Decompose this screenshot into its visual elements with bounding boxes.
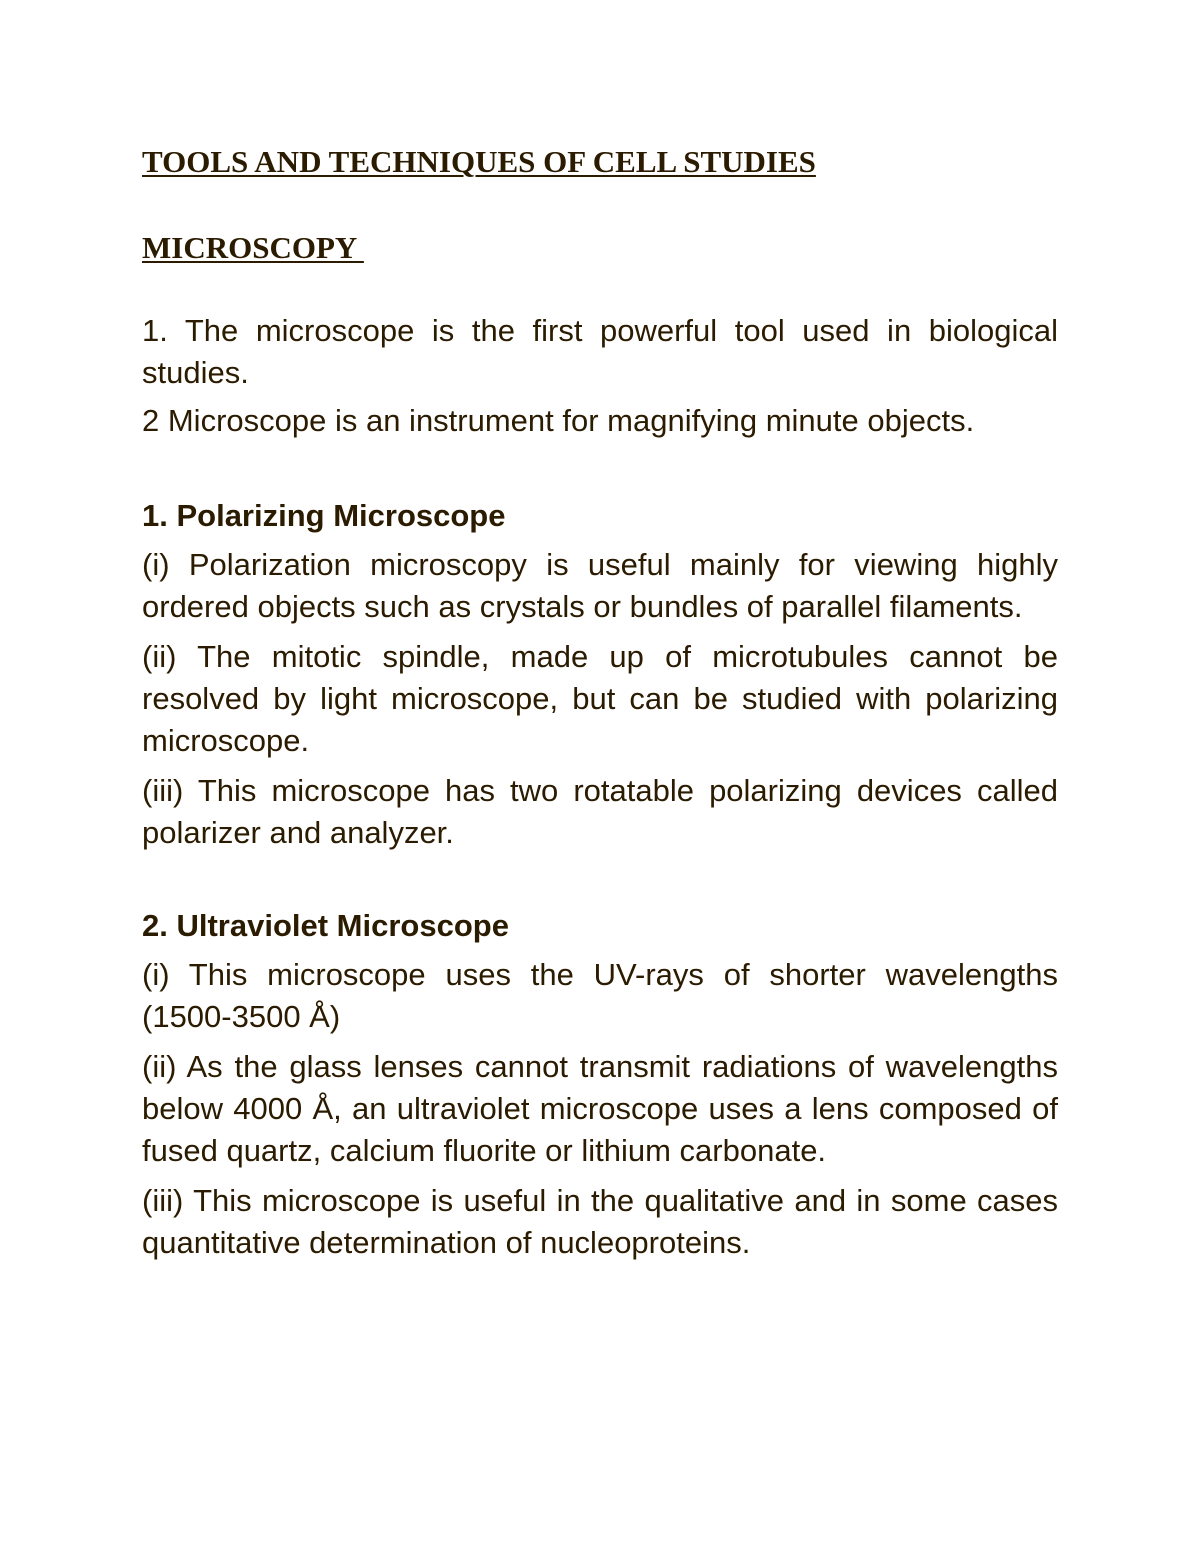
section-heading: 1. Polarizing Microscope <box>142 498 506 533</box>
section-point: (iii) This microscope is useful in the qualitative and in some cases quantitative determination of nucleoproteins. <box>142 1183 1058 1260</box>
section-ultraviolet-microscope <box>142 904 1058 1264</box>
intro-block <box>142 310 1058 442</box>
section-point: (i) Polarization microscopy is useful mainly for viewing highly ordered objects such as crystals or bundles of parallel filaments. <box>142 547 1058 624</box>
intro-paragraph: 1. The microscope is the first powerful tool used in biological studies. <box>142 313 1058 390</box>
section-heading: 2. Ultraviolet Microscope <box>142 908 509 943</box>
section-polarizing-microscope <box>142 494 1058 854</box>
section-label-microscopy: MICROSCOPY <box>142 230 364 265</box>
document-body <box>142 140 1058 1264</box>
section-point: (ii) The mitotic spindle, made up of microtubules cannot be resolved by light microscope, but can be studied with polarizing microscope. <box>142 639 1058 758</box>
section-point: (iii) This microscope has two rotatable polarizing devices called polarizer and analyzer. <box>142 773 1058 850</box>
section-point: (ii) As the glass lenses cannot transmit radiations of wavelengths below 4000 Å, an ultraviolet microscope uses a lens composed of fused quartz, calcium fluorite or lithium carbonate. <box>142 1049 1058 1168</box>
document-title: TOOLS AND TECHNIQUES OF CELL STUDIES <box>142 144 816 179</box>
intro-paragraph: 2 Microscope is an instrument for magnifying minute objects. <box>142 403 975 438</box>
section-point: (i) This microscope uses the UV-rays of shorter wavelengths (1500-3500 Å) <box>142 957 1058 1034</box>
